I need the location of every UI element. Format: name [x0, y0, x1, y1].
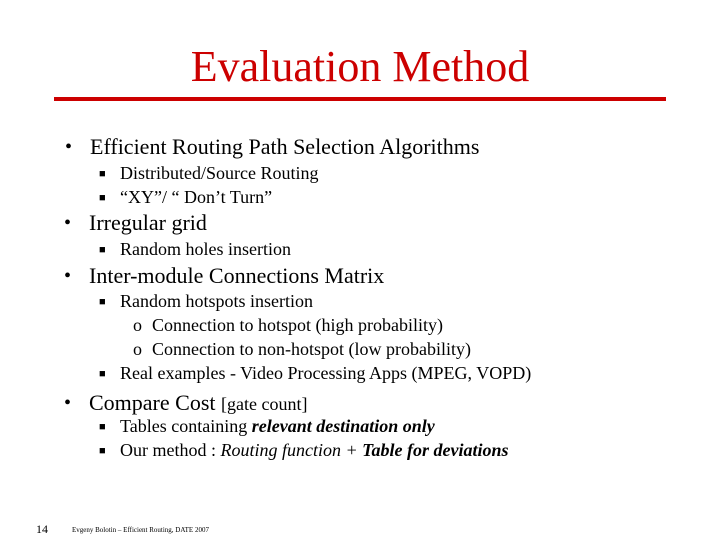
- bullet-item: [65, 134, 480, 160]
- sub-bullet-square: ■: [99, 445, 106, 457]
- sub-bullet-square: ■: [99, 421, 106, 433]
- slide-title: Evaluation Method: [190, 42, 530, 91]
- sub-bullet-item: [99, 290, 313, 312]
- bullet-item: [64, 263, 385, 289]
- bullet-item: [64, 210, 207, 236]
- sub-bullet-item: [99, 186, 273, 208]
- sub-sub-bullet-text: Connection to hotspot (high probability): [152, 315, 443, 335]
- sub-bullet-square: ■: [99, 244, 106, 256]
- bullet-text-suffix: [gate count]: [221, 394, 308, 414]
- sub-bullet-emphasis: Table for deviations: [362, 440, 509, 460]
- sub-bullet-square: ■: [99, 296, 106, 308]
- sub-bullet-item: [99, 439, 509, 461]
- bullet-dot: •: [65, 136, 73, 158]
- bullet-text: Efficient Routing Path Selection Algorithms: [90, 134, 480, 159]
- sub-sub-bullet-text: Connection to non-hotspot (low probability): [152, 339, 471, 359]
- sub-bullet-item: [99, 415, 435, 437]
- bullet-text: Inter-module Connections Matrix: [89, 263, 385, 288]
- sub-bullet-item: [99, 238, 291, 260]
- sub-bullet-text: Distributed/Source Routing: [120, 163, 319, 183]
- sub-bullet-emphasis: relevant destination only: [251, 416, 435, 436]
- sub-sub-bullet-item: [133, 314, 443, 336]
- bullet-item: [64, 390, 308, 417]
- bullet-text: Compare Cost: [89, 390, 216, 415]
- title-underline: [54, 97, 666, 101]
- bullet-text: Irregular grid: [89, 210, 207, 235]
- bullet-dot: •: [64, 265, 72, 287]
- sub-sub-bullet-item: [133, 338, 471, 360]
- sub-bullet-text: “XY”/ “ Don’t Turn”: [120, 187, 273, 207]
- sub-sub-bullet-circle: o: [133, 339, 142, 359]
- sub-bullet-item: [99, 362, 532, 384]
- sub-bullet-item: [99, 162, 319, 184]
- sub-bullet-text: Random holes insertion: [120, 239, 291, 259]
- sub-bullet-square: ■: [99, 168, 106, 180]
- sub-bullet-square: ■: [99, 192, 106, 204]
- sub-bullet-italic: Routing function: [220, 440, 341, 460]
- slide-number: 14: [36, 522, 48, 536]
- footer-text: Evgeny Bolotin – Efficient Routing, DATE 2007: [72, 526, 209, 534]
- bullet-dot: •: [64, 212, 72, 234]
- sub-bullet-text: Real examples - Video Processing Apps (MPEG, VOPD): [120, 363, 532, 383]
- bullet-dot: •: [64, 392, 72, 414]
- sub-bullet-text: Our method :: [120, 440, 221, 460]
- sub-sub-bullet-circle: o: [133, 315, 142, 335]
- sub-bullet-text: Tables containing: [120, 416, 252, 436]
- sub-bullet-plus: +: [341, 440, 363, 460]
- sub-bullet-text: Random hotspots insertion: [120, 291, 313, 311]
- sub-bullet-square: ■: [99, 368, 106, 380]
